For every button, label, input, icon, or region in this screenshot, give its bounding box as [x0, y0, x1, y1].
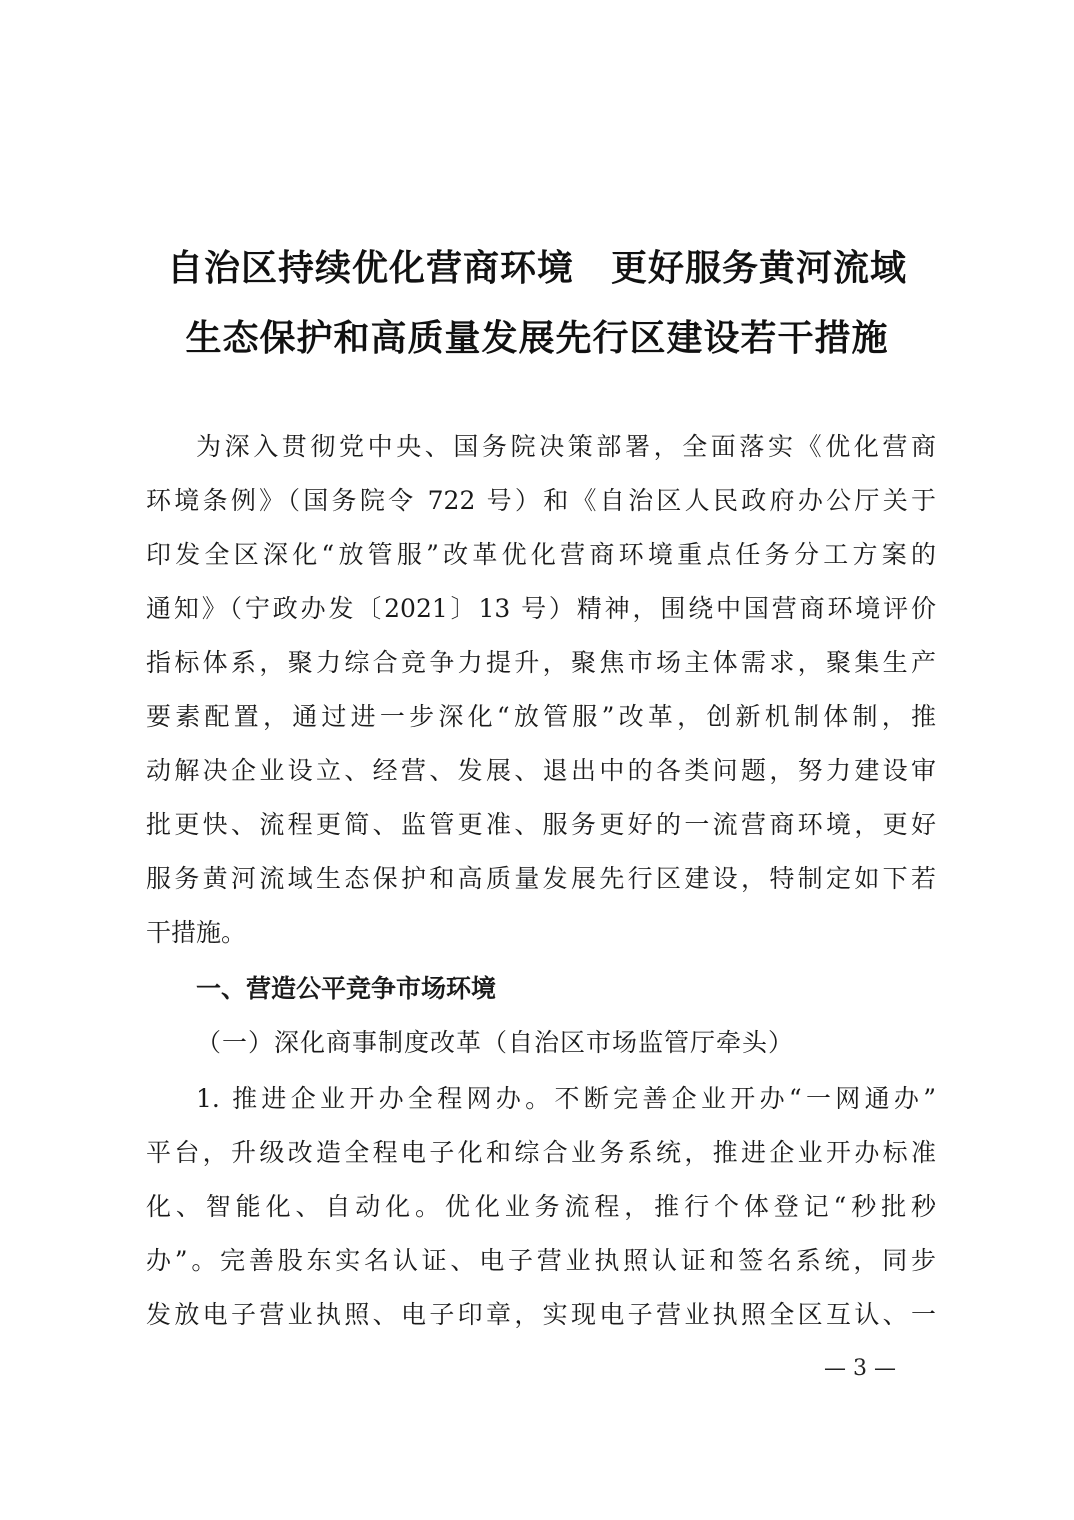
intro-paragraph-line: 印发全区深化“放管服”改革优化营商环境重点任务分工方案的 — [146, 540, 936, 569]
item-paragraph-line: 平台，升级改造全程电子化和综合业务系统，推进企业开办标准 — [146, 1138, 936, 1167]
intro-paragraph-line: 指标体系，聚力综合竞争力提升，聚焦市场主体需求，聚集生产 — [146, 648, 936, 677]
item-paragraph-line: 办”。完善股东实名认证、电子营业执照认证和签名系统，同步 — [146, 1246, 936, 1275]
page-number: — 3 — — [824, 1356, 896, 1381]
document-title-line-2: 生态保护和高质量发展先行区建设若干措施 — [185, 318, 889, 359]
intro-paragraph-line: 为深入贯彻党中央、国务院决策部署，全面落实《优化营商 — [196, 432, 936, 461]
intro-paragraph-line: 干措施。 — [146, 918, 247, 947]
item-paragraph-line: 化、智能化、自动化。优化业务流程，推行个体登记“秒批秒 — [146, 1192, 936, 1221]
item-paragraph-line: 1. 推进企业开办全程网办。不断完善企业开办“一网通办” — [196, 1084, 936, 1113]
section-heading: 一、营造公平竞争市场环境 — [196, 974, 497, 1003]
item-paragraph-line: 发放电子营业执照、电子印章，实现电子营业执照全区互认、一 — [146, 1300, 936, 1329]
subsection-heading: （一）深化商事制度改革（自治区市场监管厅牵头） — [196, 1028, 795, 1057]
intro-paragraph-line: 通知》（宁政办发〔2021〕13 号）精神，围绕中国营商环境评价 — [146, 594, 936, 623]
document-title-line-1: 自治区持续优化营商环境 更好服务黄河流域 — [166, 248, 907, 289]
intro-paragraph-line: 环境条例》（国务院令 722 号）和《自治区人民政府办公厅关于 — [146, 486, 936, 515]
intro-paragraph-line: 动解决企业设立、经营、发展、退出中的各类问题，努力建设审 — [146, 756, 936, 785]
intro-paragraph-line: 批更快、流程更简、监管更准、服务更好的一流营商环境，更好 — [146, 810, 936, 839]
intro-paragraph-line: 服务黄河流域生态保护和高质量发展先行区建设，特制定如下若 — [146, 864, 936, 893]
intro-paragraph-line: 要素配置，通过进一步深化“放管服”改革，创新机制体制，推 — [146, 702, 936, 731]
